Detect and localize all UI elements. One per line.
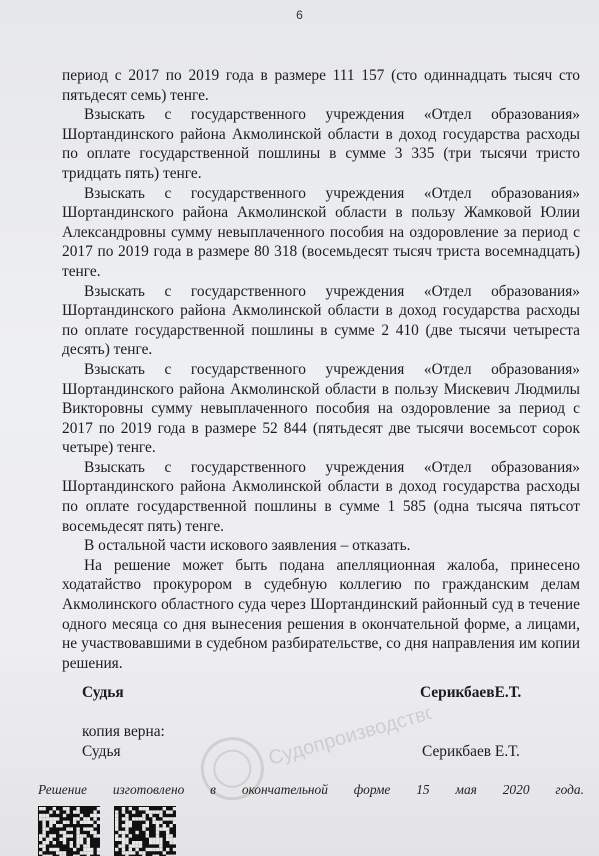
decision-paragraph: Взыскать с государственного учреждения «Отдел образования» Шортандинского района Акмолинской области в пользу Мискевич Людмилы Викторовны сумму невыплаченного пособия на оздоровление за период с 2017 по 2019 года в размере 52 844 (пятьдесят две тысячи восемьсот сорок четыре) тенге. bbox=[62, 360, 580, 457]
copy-certified-label: копия верна: bbox=[82, 723, 165, 740]
decision-paragraph: Взыскать с государственного учреждения «Отдел образования» Шортандинского района Акмолинской области в доход государства расходы по оплате государственной пошлины в сумме 3 335 (три тысячи тристо тридцать пять) тенге. bbox=[62, 106, 580, 182]
copy-judge-name: Серикбаев Е.Т. bbox=[422, 743, 520, 760]
court-watermark bbox=[187, 669, 443, 822]
judge-label: Судья bbox=[82, 684, 124, 701]
footer-issued-line bbox=[38, 782, 584, 798]
decision-paragraph: Взыскать с государственного учреждения «Отдел образования» Шортандинского района Акмолинской области в пользу Жамковой Юлии Александровны сумму невыплаченного пособия на оздоровление за период с 2017 по 2019 года в размере 80 318 (восемьдесят тысяч триста восемнадцать) тенге. bbox=[62, 184, 580, 280]
judge-name: СерикбаевЕ.Т. bbox=[420, 684, 522, 701]
decision-paragraph: период с 2017 по 2019 года в размере 111 157 (сто одиннадцать тысяч сто пятьдесят семь) тенге. bbox=[62, 67, 580, 104]
qr-code-right bbox=[114, 806, 176, 856]
footer-word: форме bbox=[353, 782, 391, 797]
footer-word: мая bbox=[455, 782, 477, 797]
footer-word: изготовлено bbox=[112, 782, 185, 797]
watermark-text: Судопроизводство bbox=[266, 700, 439, 770]
decision-paragraph: Взыскать с государственного учреждения «Отдел образования» Шортандинского района Акмолинской области в доход государства расходы по оплате государственной пошлины в сумме 2 410 (две тысячи четыреста десять) тенге. bbox=[62, 282, 580, 359]
footer-word: в bbox=[210, 782, 216, 797]
decision-paragraph: В остальной части искового заявления – отказать. bbox=[84, 537, 411, 555]
decision-paragraph: Взыскать с государственного учреждения «Отдел образования» Шортандинского района Акмолинской области в доход государства расходы по оплате государственной пошлины в сумме 1 585 (одна тысяча пятьсот восемьдесят пять) тенге. bbox=[62, 458, 580, 535]
footer-word: 2020 bbox=[502, 782, 530, 797]
copy-judge-label: Судья bbox=[82, 743, 121, 760]
page-number: 6 bbox=[296, 8, 303, 22]
footer-word: 15 bbox=[416, 782, 430, 797]
footer-word: года. bbox=[555, 782, 584, 797]
qr-code-left bbox=[38, 806, 100, 856]
footer-word: окончательной bbox=[241, 782, 328, 797]
decision-body bbox=[62, 66, 580, 673]
footer-word: Решение bbox=[38, 782, 87, 797]
decision-paragraph: На решение может быть подана апелляционная жалоба, принесено ходатайство прокурором в судебную коллегию по гражданским делам Акмолинского областного суда через Шортандинский районный суд в течение одного месяца со дня вынесения решения в окончательной форме, а лицами, не участвовавшими в судебном разбирательстве, со дня направления им копии решения. bbox=[62, 556, 580, 672]
